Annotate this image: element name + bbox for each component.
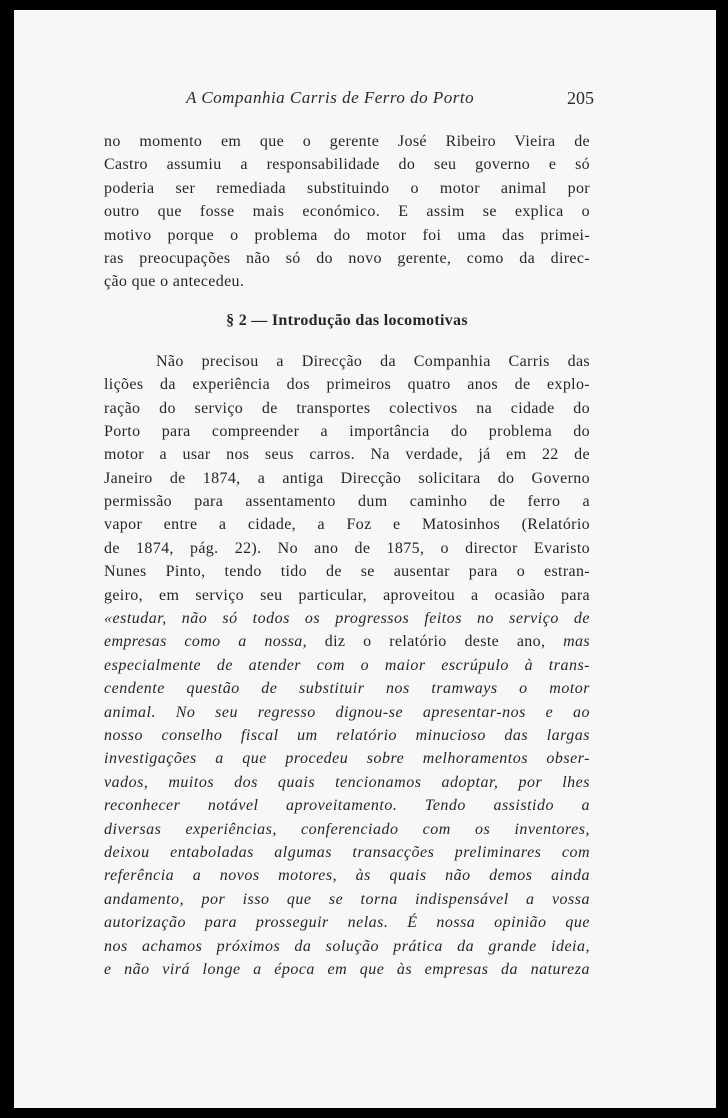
quote-line: vados, muitos dos quais tencionamos adoptar, por lhes [104, 773, 590, 791]
quote-line: deixou entaboladas algumas transacções preliminares com [104, 843, 590, 861]
text-line: vapor entre a cidade, a Foz e Matosinhos (Relatório [104, 516, 590, 534]
quote-line: «estudar, não só todos os progressos feitos no serviço de [104, 610, 590, 628]
text-line: lições da experiência dos primeiros quatro anos de explo- [104, 376, 590, 394]
text-line: geiro, em serviço seu particular, aproveitou a ocasião para [104, 586, 590, 604]
text-line: outro que fosse mais económico. E assim se explica o [104, 203, 590, 221]
text-line: permissão para assentamento dum caminho de ferro a [104, 493, 590, 511]
running-head [110, 88, 594, 114]
quote-line: animal. No seu regresso dignou-se apresentar-nos e ao [104, 703, 590, 721]
quote-line: andamento, por isso que se torna indispensável a vossa [104, 890, 590, 908]
paragraph-2 [104, 350, 590, 982]
text-line: motor a usar nos seus carros. Na verdade, já em 22 de [104, 446, 590, 464]
text-line: poderia ser remediada substituindo o motor animal por [104, 179, 590, 197]
text-line: Não precisou a Direcção da Companhia Carris das [156, 352, 590, 370]
quote-line: nosso conselho fiscal um relatório minucioso das largas [104, 726, 590, 744]
quote-line: autorização para prosseguir nelas. É nossa opinião que [104, 914, 590, 932]
text-line: Castro assumiu a responsabilidade do seu governo e só [104, 156, 590, 174]
text-line: ras preocupações não só do novo gerente, como da direc- [104, 249, 590, 267]
quote-line: cendente questão de substituir nos tramways o motor [104, 680, 590, 698]
running-title: A Companhia Carris de Ferro do Porto [186, 88, 475, 107]
section-heading: § 2 — Introdução das locomotivas [226, 311, 468, 329]
text-line: de 1874, pág. 22). No ano de 1875, o director Evaristo [104, 539, 590, 557]
quote-line: investigações a que procedeu sobre melhoramentos obser- [104, 750, 590, 768]
quote-fragment-italic: empresas como a nossa, [104, 633, 307, 651]
page-number: 205 [567, 88, 594, 108]
text-line: Porto para compreender a importância do problema do [104, 422, 590, 440]
quote-line: nos achamos próximos da solução prática da grande ideia, [104, 937, 590, 955]
body-text [104, 130, 590, 981]
quote-line-mixed [104, 630, 590, 653]
text-line: Janeiro de 1874, a antiga Direcção solicitara do Governo [104, 469, 590, 487]
book-page [14, 10, 716, 1108]
text-line: no momento em que o gerente José Ribeiro Vieira de [104, 133, 590, 150]
text-line: Nunes Pinto, tendo tido de se ausentar para o estran- [104, 563, 590, 581]
text-line: motivo porque o problema do motor foi uma das primei- [104, 226, 590, 244]
text-line: ração do serviço de transportes colectivos na cidade do [104, 399, 590, 417]
quote-fragment-italic: mas [563, 633, 590, 651]
quote-line: reconhecer notável aproveitamento. Tendo assistido a [104, 797, 590, 815]
quote-line: especialmente de atender com o maior escrúpulo à trans- [104, 656, 590, 674]
quote-line: diversas experiências, conferenciado com os inventores, [104, 820, 590, 838]
quote-fragment-roman: diz o relatório deste ano, [306, 633, 564, 651]
quote-line: e não virá longe a época em que às empresas da natureza [104, 960, 590, 978]
paragraph-1 [104, 130, 590, 294]
quote-line: referência a novos motores, às quais não demos ainda [104, 867, 590, 885]
text-line: ção que o antecedeu. [104, 273, 245, 291]
